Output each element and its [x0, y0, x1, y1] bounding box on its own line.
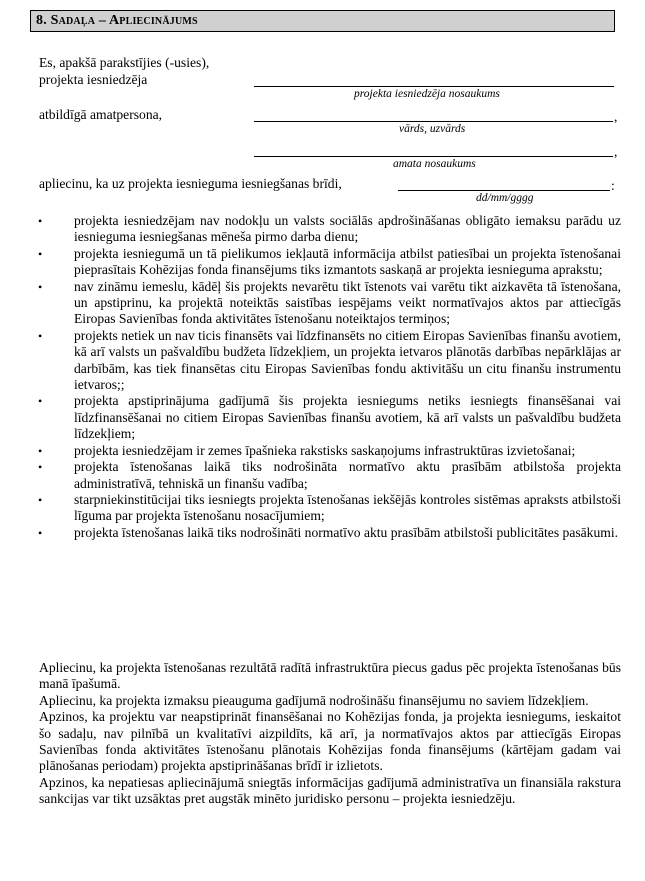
colon: : — [611, 178, 615, 193]
list-item: • starpniekinstitūcijai tiks iesniegts projekta īstenošanas iekšējās kontroles sistēmas apraksts atbilstoši līguma par projekta īstenošanu nosacījumiem; — [38, 492, 621, 525]
comma-2: , — [614, 144, 618, 159]
list-item: • projekts netiek un nav ticis finansēts vai līdzfinansēts no citiem Eiropas Savienības finanšu avotiem, kā arī valsts un pašvaldību budžeta līdzekļiem, un projekta ietvaros plānotās darbības nepārklājas ar darbībām, kas tiek finansētas citu Eiropas Savienības fondu aktivitāšu un citu finanšu instrumentu ietvaros;; — [38, 328, 621, 394]
paragraph: Apzinos, ka nepatiesas apliecinājumā sniegtās informācijas gadījumā administratīva un finansiāla rakstura sankcijas var tikt uzsāktas pret augstāk minēto juridisko personu – projekta iesniedzēju. — [39, 774, 621, 807]
certify-label: apliecinu, ka uz projekta iesnieguma iesniegšanas brīdi, — [39, 176, 342, 191]
section-header — [30, 10, 615, 32]
caption-position: amata nosaukums — [393, 158, 476, 170]
intro-line-2: projekta iesniedzēja — [39, 72, 148, 87]
date-field[interactable] — [398, 190, 610, 191]
list-item: • projekta iesniedzējam nav nodokļu un valsts sociālās apdrošināšanas obligāto iemaksu parādu uz iesnieguma iesniegšanas mēneša pirmo darba dienu; — [38, 213, 621, 246]
paragraph: Apliecinu, ka projekta izmaksu pieauguma gadījumā nodrošināšu finansējumu no saviem līdzekļiem. — [39, 692, 589, 708]
official-name-field[interactable] — [254, 121, 613, 122]
caption-date: dd/mm/gggg — [476, 192, 534, 204]
list-item: • projekta apstiprinājuma gadījumā šis projekta iesniegums netiks iesniegts finansēšanai vai līdzfinansēšanai no citiem Eiropas Savienības finanšu avotiem, kā arī valsts un pašvaldību budžeta līdzekļiem; — [38, 393, 621, 442]
paragraph: Apzinos, ka projektu var neapstiprināt finansēšanai no Kohēzijas fonda, ja projekta iesniegums, ieskaitot šo sadaļu, nav pilnībā un kvalitatīvi aizpildīts, kā arī, ja normatīvajos aktos par attiecīgās Eiropas Savienības fonda aktivitātes īstenošanu plānotais Kohēzijas fonda finansējums (kārtējam gadam vai plānošanas periodam) projekta apstiprināšanas brīdī ir izlietots. — [39, 709, 621, 774]
list-item: • projekta iesniegumā un tā pielikumos iekļautā informācija atbilst patiesībai un projekta īstenošanai pieprasītais Kohēzijas fonda finansējums tiks izmantots saskaņā ar projekta iesnieguma aprakstu; — [38, 246, 621, 279]
comma-1: , — [614, 109, 618, 124]
list-item: • projekta īstenošanas laikā tiks nodrošināta normatīvo aktu prasībām atbilstoša projekta administratīvā, tehniskā un finanšu vadība; — [38, 459, 621, 492]
list-item: • projekta iesniedzējam ir zemes īpašnieka rakstisks saskaņojums infrastruktūras izvietošanai; — [38, 443, 621, 459]
intro-line-1: Es, apakšā parakstījies (-usies), — [39, 55, 210, 70]
statement-list — [38, 213, 621, 541]
closing-paragraphs — [39, 660, 621, 808]
position-field[interactable] — [254, 156, 613, 157]
applicant-name-field[interactable] — [254, 86, 614, 87]
list-item: • nav zināmu iemeslu, kādēļ šis projekts nevarētu tikt īstenots vai varētu tikt aizkavēta tā īstenošana, un apstiprinu, ka projektā noteiktās saistības iespējams veikt normatīvajos aktos par attiecīgās Eiropas Savienības fonda aktivitātes īstenošanu noteiktajos termiņos; — [38, 279, 621, 328]
official-label: atbildīgā amatpersona, — [39, 107, 163, 122]
list-item: • projekta īstenošanas laikā tiks nodrošināti normatīvo aktu prasībām atbilstoši publicitātes pasākumi. — [38, 525, 621, 541]
paragraph: Apliecinu, ka projekta īstenošanas rezultātā radītā infrastruktūra piecus gadus pēc projekta īstenošanas būs manā īpašumā. — [39, 660, 621, 692]
section-title: 8. Sadaļa – Apliecinājums — [36, 13, 198, 28]
caption-name: vārds, uzvārds — [399, 123, 466, 135]
caption-applicant: projekta iesniedzēja nosaukums — [354, 88, 500, 100]
